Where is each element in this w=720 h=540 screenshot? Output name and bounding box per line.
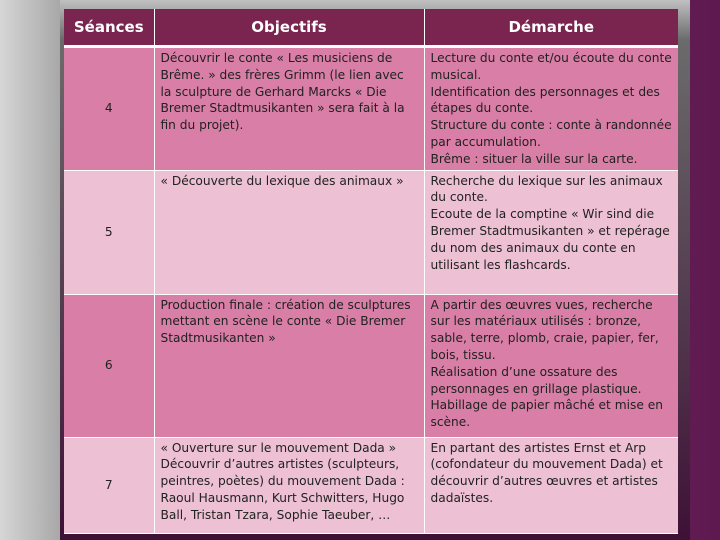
lessons-table [64, 9, 678, 534]
header-seances: Séances [64, 9, 154, 47]
demarche-line: Lecture du conte et/ou écoute du conte musical. [430, 51, 672, 82]
seance-number: 4 [64, 47, 154, 171]
demarche-line: Habillage de papier mâché et mise en scène. [430, 398, 663, 430]
demarche-line: Brême : situer la ville sur la carte. [430, 151, 638, 166]
demarche-line: Identification des personnages et des étapes du conte. [430, 84, 660, 116]
demarche-line: Ecoute de la comptine « Wir sind die Bremer Stadtmusikanten » et repérage du nom des animaux du conte en utilisant les flashcards. [430, 207, 670, 272]
seance-number: 7 [64, 437, 154, 533]
seance-number: 5 [64, 170, 154, 294]
seance-number: 6 [64, 294, 154, 437]
table-header-row [64, 9, 678, 47]
demarche-cell [424, 294, 678, 437]
table-row [64, 170, 678, 294]
objectif-cell: Production finale : création de sculptures mettant en scène le conte « Die Bremer Stadtmusikanten » [154, 294, 424, 437]
demarche-cell [424, 47, 678, 171]
header-demarche: Démarche [424, 9, 678, 47]
demarche-line: Recherche du lexique sur les animaux du conte. [430, 173, 663, 205]
objectif-cell: « Découverte du lexique des animaux » [154, 170, 424, 294]
objectif-cell: « Ouverture sur le mouvement Dada » Découvrir d’autres artistes (sculpteurs, peintres, poètes) du mouvement Dada : Raoul Hausmann, Kurt Schwitters, Hugo Ball, Tristan Tzara, Sophie Taeuber, … [154, 437, 424, 533]
table-row [64, 294, 678, 437]
objectif-cell: Découvrir le conte « Les musiciens de Brême. » des frères Grimm (le lien avec la sculpture de Gerhard Marcks « Die Bremer Stadtmusikanten » sera fait à la fin du projet). [154, 47, 424, 171]
demarche-line: A partir des œuvres vues, recherche sur les matériaux utilisés : bronze, sable, terre, plomb, craie, papier, fer, bois, tissu. [430, 297, 659, 362]
demarche-line: Structure du conte : conte à randonnée par accumulation. [430, 118, 672, 149]
demarche-line: Réalisation d’une ossature des personnages en grillage plastique. [430, 364, 642, 396]
demarche-cell [424, 437, 678, 533]
table-row [64, 437, 678, 533]
header-objectifs: Objectifs [154, 9, 424, 47]
demarche-line: En partant des artistes Ernst et Arp (cofondateur du mouvement Dada) et découvrir d’autres œuvres et artistes dadaïstes. [430, 440, 663, 505]
table-row [64, 47, 678, 171]
demarche-cell [424, 170, 678, 294]
